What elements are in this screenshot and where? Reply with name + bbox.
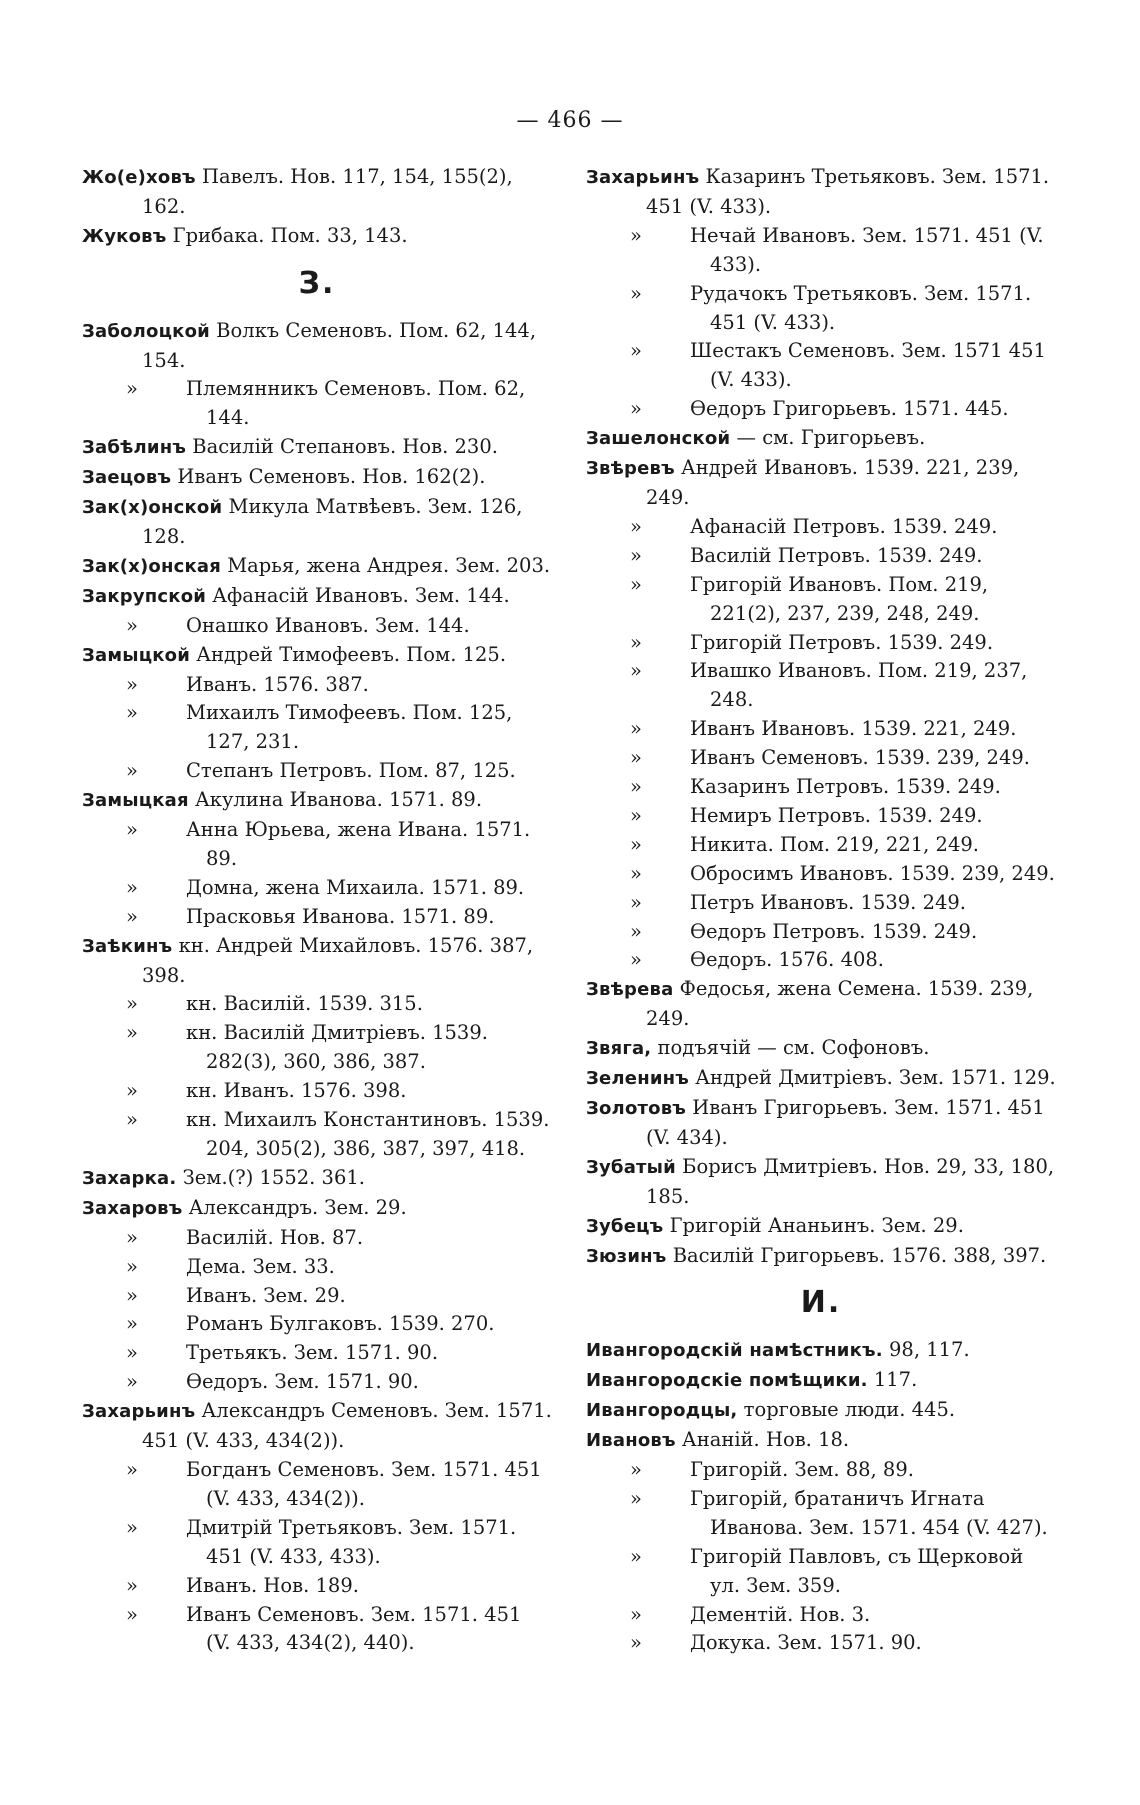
entry-surname: Зак(х)онской bbox=[82, 497, 223, 519]
entry-text: Андрей Ивановъ. 1539. 221, 239, 249. bbox=[646, 456, 1020, 509]
entry-surname: Зюзинъ bbox=[586, 1245, 667, 1267]
index-entry bbox=[586, 1336, 1056, 1366]
entry-text: подъячій — см. Софоновъ. bbox=[651, 1036, 930, 1060]
ditto-mark: » bbox=[630, 630, 642, 654]
ditto-mark: » bbox=[630, 659, 642, 683]
index-subentry bbox=[586, 571, 1056, 629]
entry-surname: Заболоцкой bbox=[82, 320, 210, 342]
index-entry bbox=[82, 1194, 552, 1224]
ditto-mark: » bbox=[126, 759, 138, 783]
ditto-mark: » bbox=[630, 1544, 642, 1568]
entry-surname: Зубецъ bbox=[586, 1215, 664, 1237]
ditto-mark: » bbox=[126, 1225, 138, 1249]
entry-surname: Жо(е)ховъ bbox=[82, 167, 196, 188]
index-subentry bbox=[82, 1339, 552, 1368]
entry-surname: Ивангородскіе помѣщики. bbox=[586, 1370, 868, 1392]
index-entry bbox=[82, 222, 552, 252]
ditto-mark: » bbox=[126, 377, 138, 401]
index-entry bbox=[82, 317, 552, 376]
index-subentry bbox=[82, 874, 552, 903]
ditto-mark: » bbox=[630, 1457, 642, 1481]
index-subentry bbox=[586, 542, 1056, 571]
entry-text: Александръ Семеновъ. Зем. 1571. 451 (V. 433, 434(2)). bbox=[142, 1399, 552, 1453]
index-subentry bbox=[82, 671, 552, 700]
entry-text: Иванъ. Зем. 29. bbox=[186, 1283, 346, 1307]
index-subentry bbox=[82, 1019, 552, 1077]
entry-text: Дементій. Нов. 3. bbox=[690, 1602, 871, 1626]
index-subentry bbox=[586, 280, 1056, 338]
entry-text: Третьякъ. Зем. 1571. 90. bbox=[186, 1341, 439, 1365]
index-subentry bbox=[82, 1456, 552, 1514]
entry-text: Григорій Ананьинъ. Зем. 29. bbox=[663, 1213, 964, 1237]
entry-text: Иванъ Семеновъ. Нов. 162(2). bbox=[171, 465, 486, 489]
entry-text: Никита. Пом. 219, 221, 249. bbox=[690, 832, 979, 856]
entry-surname: Захарьинъ bbox=[586, 167, 700, 188]
index-subentry bbox=[82, 1601, 552, 1659]
entry-surname: Звѣрева bbox=[586, 979, 674, 1001]
entry-text: кн. Василій Дмитріевъ. 1539. 282(3), 360, 386, 387. bbox=[186, 1021, 488, 1074]
ditto-mark: » bbox=[126, 875, 138, 899]
ditto-mark: » bbox=[126, 1341, 138, 1365]
index-entry bbox=[586, 1366, 1056, 1396]
entry-text: Степанъ Петровъ. Пом. 87, 125. bbox=[186, 759, 516, 783]
entry-surname: Замыцкая bbox=[82, 790, 189, 812]
ditto-mark: » bbox=[126, 904, 138, 928]
entry-text: Григорій Петровъ. 1539. 249. bbox=[690, 630, 994, 654]
ditto-mark: » bbox=[126, 992, 138, 1016]
index-subentry bbox=[82, 1253, 552, 1282]
index-entry bbox=[586, 1242, 1056, 1272]
index-entry bbox=[586, 1153, 1056, 1212]
index-subentry bbox=[82, 1077, 552, 1106]
index-subentry bbox=[586, 946, 1056, 975]
entry-text: Нечай Ивановъ. Зем. 1571. 451 (V. 433). bbox=[690, 223, 1044, 276]
entry-text: Шестакъ Семеновъ. Зем. 1571 451 (V. 433). bbox=[690, 339, 1046, 392]
ditto-mark: » bbox=[126, 613, 138, 637]
entry-surname: Зеленинъ bbox=[586, 1068, 689, 1090]
index-subentry bbox=[586, 802, 1056, 831]
index-entry bbox=[586, 1034, 1056, 1064]
entry-text: Григорій. Зем. 88, 89. bbox=[690, 1457, 914, 1481]
entry-text: Афанасій Ивановъ. Зем. 144. bbox=[206, 583, 510, 607]
index-entry bbox=[82, 932, 552, 991]
entry-text: Романъ Булгаковъ. 1539. 270. bbox=[186, 1312, 495, 1336]
index-subentry bbox=[586, 1456, 1056, 1485]
entry-text: Прасковья Иванова. 1571. 89. bbox=[186, 904, 495, 928]
entry-text: кн. Михаилъ Константиновъ. 1539. 204, 305(2), 386, 387, 397, 418. bbox=[186, 1108, 550, 1160]
ditto-mark: » bbox=[630, 1486, 642, 1510]
ditto-mark: » bbox=[630, 281, 642, 305]
entry-text: Немиръ Петровъ. 1539. 249. bbox=[690, 803, 983, 827]
ditto-mark: » bbox=[630, 717, 642, 741]
entry-text: Анна Юрьева, жена Ивана. 1571. 89. bbox=[186, 818, 531, 870]
index-entry bbox=[82, 1164, 552, 1194]
entry-text: Микула Матвѣевъ. Зем. 126, 128. bbox=[142, 495, 523, 548]
entry-text: Борисъ Дмитріевъ. Нов. 29, 33, 180, 185. bbox=[646, 1154, 1055, 1208]
entry-text: Иванъ. 1576. 387. bbox=[186, 672, 369, 696]
entry-text: кн. Василій. 1539. 315. bbox=[186, 992, 423, 1016]
section-letter: З. bbox=[298, 265, 336, 301]
right-column bbox=[586, 163, 1056, 1658]
index-subentry bbox=[82, 375, 552, 433]
entry-surname: Жуковъ bbox=[82, 225, 167, 247]
entry-surname: Заецовъ bbox=[82, 467, 172, 489]
index-subentry bbox=[586, 1601, 1056, 1630]
entry-text: торговые люди. 445. bbox=[737, 1398, 956, 1422]
entry-surname: Захаровъ bbox=[82, 1197, 183, 1219]
index-subentry bbox=[586, 918, 1056, 947]
index-subentry bbox=[82, 1572, 552, 1601]
index-subentry bbox=[586, 1485, 1056, 1543]
entry-surname: Зак(х)онская bbox=[82, 555, 222, 577]
section-letter: И. bbox=[800, 1285, 842, 1321]
index-entry bbox=[586, 163, 1056, 222]
ditto-mark: » bbox=[630, 572, 642, 596]
entry-text: Андрей Дмитріевъ. Зем. 1571. 129. bbox=[689, 1066, 1056, 1090]
ditto-mark: » bbox=[630, 1602, 642, 1626]
index-subentry bbox=[82, 1368, 552, 1397]
index-subentry bbox=[586, 744, 1056, 773]
index-subentry bbox=[82, 1514, 552, 1572]
ditto-mark: » bbox=[126, 1573, 138, 1597]
index-subentry bbox=[586, 860, 1056, 889]
page-number: — 466 — bbox=[516, 108, 624, 133]
index-entry bbox=[82, 786, 552, 816]
index-entry bbox=[82, 493, 552, 552]
entry-text: Григорій Павловъ, съ Щерковой ул. Зем. 359. bbox=[690, 1544, 1024, 1597]
ditto-mark: » bbox=[126, 1108, 138, 1132]
index-subentry bbox=[82, 612, 552, 641]
entry-text: 117. bbox=[867, 1368, 918, 1392]
index-subentry bbox=[586, 513, 1056, 542]
entry-text: Племянникъ Семеновъ. Пом. 62, 144. bbox=[186, 377, 526, 430]
ditto-mark: » bbox=[630, 861, 642, 885]
ditto-mark: » bbox=[126, 1021, 138, 1045]
entry-text: Иванъ Ивановъ. 1539. 221, 249. bbox=[690, 717, 1017, 741]
entry-surname: Звѣревъ bbox=[586, 458, 675, 480]
entry-text: Грибака. Пом. 33, 143. bbox=[166, 223, 408, 247]
index-entry bbox=[586, 454, 1056, 513]
entry-text: Волкъ Семеновъ. Пом. 62, 144, 154. bbox=[142, 318, 537, 372]
ditto-mark: » bbox=[630, 775, 642, 799]
ditto-mark: » bbox=[630, 1631, 642, 1655]
entry-surname: Закрупской bbox=[82, 585, 207, 607]
entry-text: — см. Григорьевъ. bbox=[730, 426, 926, 450]
entry-text: Григорій Ивановъ. Пом. 219, 221(2), 237, 239, 248, 249. bbox=[690, 572, 989, 625]
index-entry bbox=[586, 975, 1056, 1034]
index-entry bbox=[82, 433, 552, 463]
ditto-mark: » bbox=[126, 701, 138, 725]
entry-text: Григорій, братаничъ Игната Иванова. Зем. 1571. 454 (V. 427). bbox=[690, 1486, 1048, 1539]
index-entry bbox=[82, 582, 552, 612]
entry-text: Иванъ. Нов. 189. bbox=[186, 1573, 359, 1597]
index-subentry bbox=[82, 757, 552, 786]
ditto-mark: » bbox=[126, 672, 138, 696]
index-entry bbox=[586, 1396, 1056, 1426]
ditto-mark: » bbox=[630, 803, 642, 827]
index-subentry bbox=[82, 1106, 552, 1164]
index-subentry bbox=[82, 1310, 552, 1339]
entry-text: Марья, жена Андрея. Зем. 203. bbox=[221, 553, 551, 577]
index-subentry bbox=[586, 629, 1056, 658]
index-entry bbox=[82, 641, 552, 671]
entry-text: Домна, жена Михаила. 1571. 89. bbox=[186, 875, 525, 899]
ditto-mark: » bbox=[126, 818, 138, 842]
entry-surname: Звяга, bbox=[586, 1038, 652, 1060]
entry-surname: Ивановъ bbox=[586, 1430, 676, 1452]
entry-text: 98, 117. bbox=[882, 1338, 970, 1362]
index-entry bbox=[82, 552, 552, 582]
ditto-mark: » bbox=[630, 514, 642, 538]
entry-surname: Забѣлинъ bbox=[82, 437, 187, 459]
entry-text: Дема. Зем. 33. bbox=[186, 1254, 335, 1278]
entry-text: Ѳедоръ Петровъ. 1539. 249. bbox=[690, 919, 978, 943]
ditto-mark: » bbox=[630, 948, 642, 972]
ditto-mark: » bbox=[630, 746, 642, 770]
entry-surname: Захарка. bbox=[82, 1167, 177, 1189]
ditto-mark: » bbox=[126, 1370, 138, 1394]
entry-text: кн. Андрей Михайловъ. 1576. 387, 398. bbox=[142, 933, 534, 987]
ditto-mark: » bbox=[630, 543, 642, 567]
entry-text: Василій Григорьевъ. 1576. 388, 397. bbox=[666, 1243, 1047, 1267]
entry-text: Богданъ Семеновъ. Зем. 1571. 451 (V. 433, 434(2)). bbox=[186, 1457, 542, 1510]
entry-surname: Заѣкинъ bbox=[82, 935, 173, 957]
entry-surname: Захарьинъ bbox=[82, 1401, 196, 1423]
entry-text: Павелъ. Нов. 117, 154, 155(2), 162. bbox=[142, 165, 513, 218]
entry-surname: Зашелонской bbox=[586, 428, 731, 450]
entry-text: Казаринъ Петровъ. 1539. 249. bbox=[690, 775, 1001, 799]
entry-text: Андрей Тимофеевъ. Пом. 125. bbox=[190, 642, 507, 666]
ditto-mark: » bbox=[126, 1283, 138, 1307]
entry-text: Иванъ Семеновъ. Зем. 1571. 451 (V. 433, 434(2), 440). bbox=[186, 1602, 522, 1655]
entry-text: Онашко Ивановъ. Зем. 144. bbox=[186, 613, 470, 637]
index-subentry bbox=[586, 222, 1056, 280]
entry-text: кн. Иванъ. 1576. 398. bbox=[186, 1079, 407, 1103]
ditto-mark: » bbox=[630, 397, 642, 421]
ditto-mark: » bbox=[126, 1312, 138, 1336]
ditto-mark: » bbox=[126, 1079, 138, 1103]
entry-text: Акулина Иванова. 1571. 89. bbox=[188, 788, 483, 812]
index-subentry bbox=[586, 395, 1056, 424]
entry-text: Казаринъ Третьяковъ. Зем. 1571. 451 (V. 433). bbox=[646, 165, 1050, 218]
entry-text: Михаилъ Тимофеевъ. Пом. 125, 127, 231. bbox=[186, 701, 513, 754]
entry-surname: Ивангородскій намѣстникъ. bbox=[586, 1340, 883, 1362]
entry-text: Федосья, жена Семена. 1539. 239, 249. bbox=[646, 977, 1034, 1031]
entry-text: Ѳедоръ. Зем. 1571. 90. bbox=[186, 1370, 419, 1394]
entry-text: Ивашко Ивановъ. Пом. 219, 237, 248. bbox=[690, 659, 1028, 712]
entry-text: Рудачокъ Третьяковъ. Зем. 1571. 451 (V. 433). bbox=[690, 281, 1032, 334]
entry-text: Дмитрій Третьяковъ. Зем. 1571. 451 (V. 433, 433). bbox=[186, 1515, 517, 1568]
index-subentry bbox=[82, 990, 552, 1019]
entry-text: Иванъ Семеновъ. 1539. 239, 249. bbox=[690, 746, 1030, 770]
index-subentry bbox=[82, 699, 552, 757]
index-subentry bbox=[586, 773, 1056, 802]
entry-text: Обросимъ Ивановъ. 1539. 239, 249. bbox=[690, 861, 1055, 885]
entry-text: Ѳедоръ. 1576. 408. bbox=[690, 948, 885, 972]
index-subentry bbox=[82, 903, 552, 932]
entry-text: Зем.(?) 1552. 361. bbox=[176, 1165, 365, 1189]
left-column bbox=[82, 163, 552, 1658]
index-subentry bbox=[586, 715, 1056, 744]
index-entry bbox=[586, 1426, 1056, 1456]
index-entry bbox=[82, 1397, 552, 1456]
index-entry bbox=[586, 1094, 1056, 1153]
entry-text: Иванъ Григорьевъ. Зем. 1571. 451 (V. 434). bbox=[646, 1096, 1045, 1149]
index-subentry bbox=[586, 831, 1056, 860]
entry-surname: Ивангородцы, bbox=[586, 1400, 738, 1422]
index-subentry bbox=[586, 337, 1056, 395]
index-subentry bbox=[82, 1224, 552, 1253]
ditto-mark: » bbox=[630, 339, 642, 363]
entry-text: Афанасій Петровъ. 1539. 249. bbox=[690, 514, 998, 538]
ditto-mark: » bbox=[126, 1515, 138, 1539]
entry-text: Ананій. Нов. 18. bbox=[675, 1428, 850, 1452]
index-subentry bbox=[82, 816, 552, 874]
index-entry bbox=[586, 1064, 1056, 1094]
entry-text: Ѳедоръ Григорьевъ. 1571. 445. bbox=[690, 397, 1009, 421]
index-subentry bbox=[586, 1543, 1056, 1601]
entry-text: Докука. Зем. 1571. 90. bbox=[690, 1631, 922, 1655]
index-entry bbox=[586, 424, 1056, 454]
ditto-mark: » bbox=[126, 1457, 138, 1481]
index-entry bbox=[82, 163, 552, 222]
entry-text: Петръ Ивановъ. 1539. 249. bbox=[690, 890, 966, 914]
ditto-mark: » bbox=[630, 832, 642, 856]
entry-text: Василій Степановъ. Нов. 230. bbox=[186, 435, 498, 459]
index-subentry bbox=[586, 1629, 1056, 1658]
entry-text: Александръ. Зем. 29. bbox=[182, 1195, 407, 1219]
index-subentry bbox=[586, 657, 1056, 715]
entry-text: Василій Петровъ. 1539. 249. bbox=[690, 543, 983, 567]
ditto-mark: » bbox=[630, 919, 642, 943]
ditto-mark: » bbox=[630, 223, 642, 247]
entry-surname: Зубатый bbox=[586, 1156, 676, 1178]
index-subentry bbox=[82, 1282, 552, 1311]
ditto-mark: » bbox=[630, 890, 642, 914]
index-subentry bbox=[586, 889, 1056, 918]
entry-text: Василій. Нов. 87. bbox=[186, 1225, 364, 1249]
index-entry bbox=[586, 1212, 1056, 1242]
entry-surname: Замыцкой bbox=[82, 644, 191, 666]
entry-surname: Золотовъ bbox=[586, 1098, 687, 1119]
ditto-mark: » bbox=[126, 1602, 138, 1626]
ditto-mark: » bbox=[126, 1254, 138, 1278]
index-entry bbox=[82, 463, 552, 493]
